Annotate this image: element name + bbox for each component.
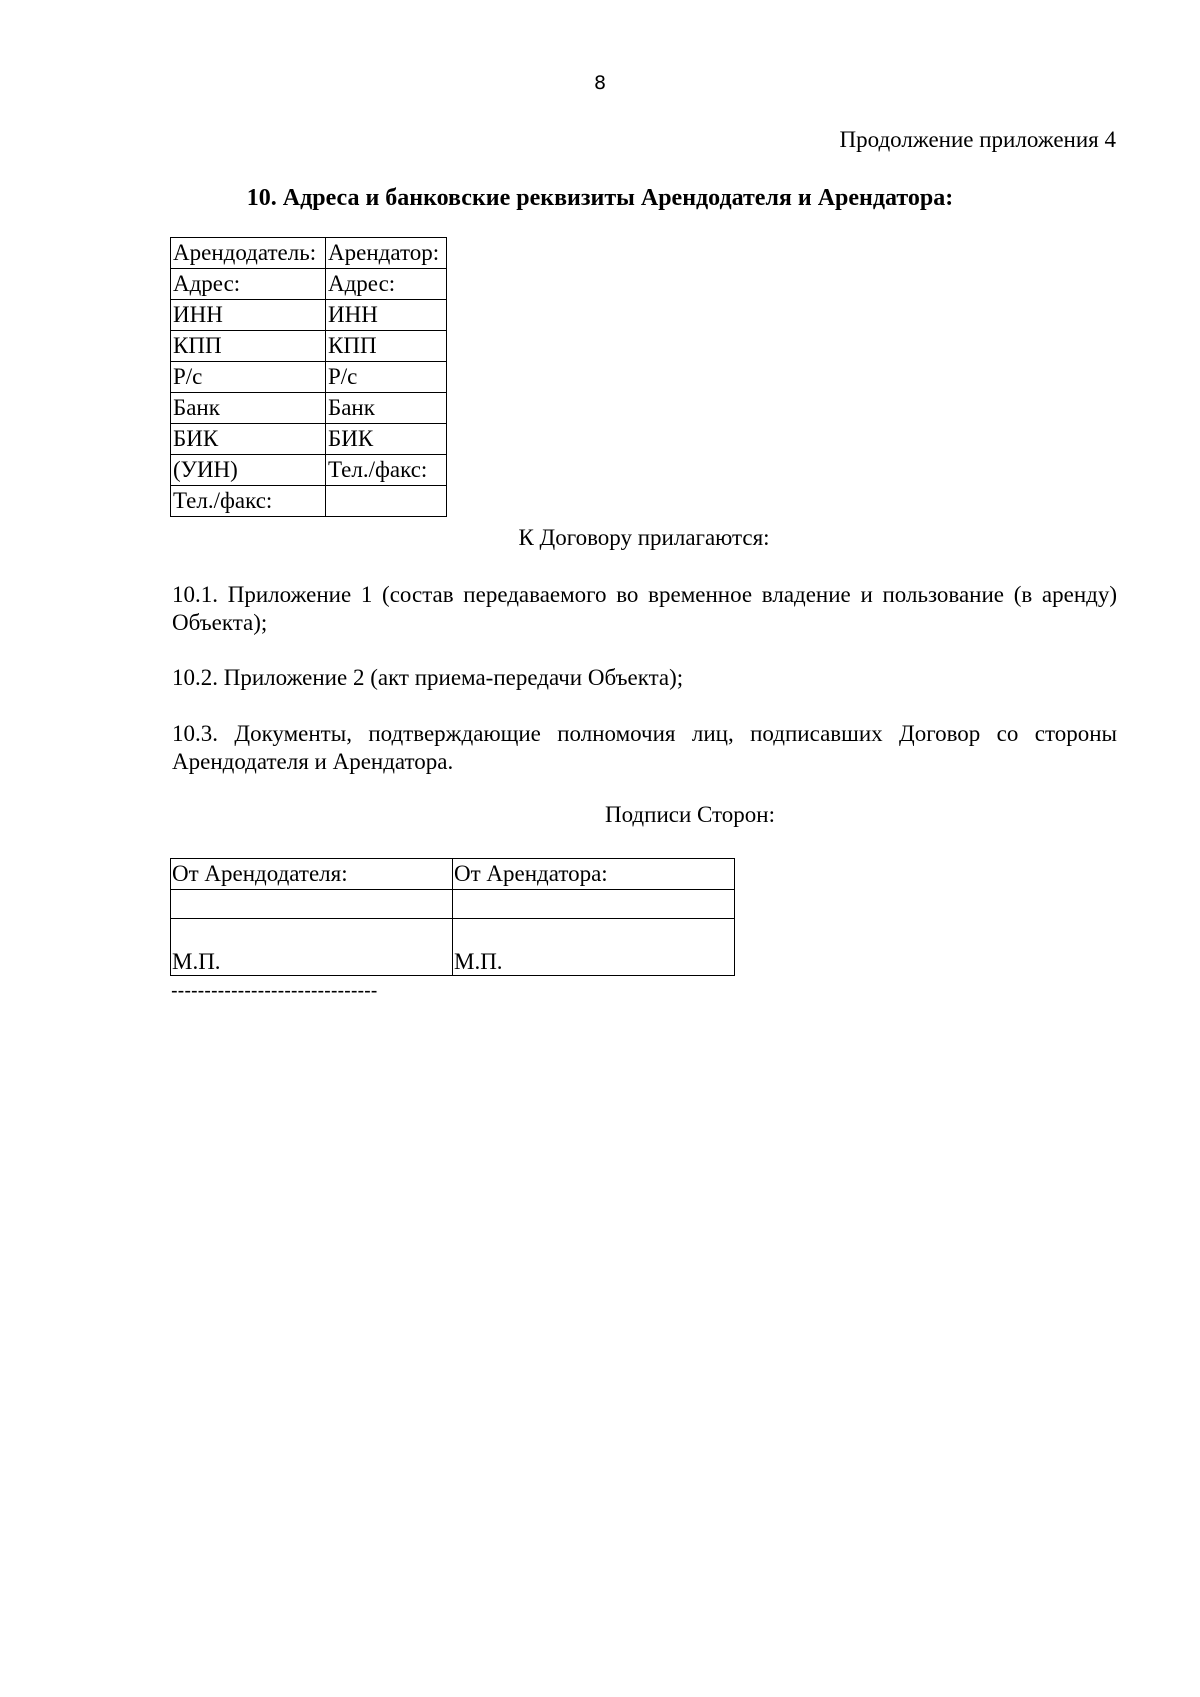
lessor-cell: (УИН): [171, 455, 326, 486]
lessor-signature-header: От Арендодателя:: [171, 859, 453, 890]
attachment-item: 10.1. Приложение 1 (состав передаваемого во временное владение и пользование (в аренду) Объекта);: [172, 582, 1117, 635]
lessor-cell: Адрес:: [171, 269, 326, 300]
lessee-stamp: М.П.: [453, 919, 735, 976]
table-row: [171, 424, 447, 455]
lessee-cell: Р/с: [326, 362, 447, 393]
table-row: [171, 919, 735, 976]
table-row: [171, 238, 447, 269]
requisites-table: [170, 237, 447, 517]
table-row: [171, 455, 447, 486]
lessor-cell: КПП: [171, 331, 326, 362]
table-row: [171, 859, 735, 890]
attachment-item: 10.3. Документы, подтверждающие полномочия лиц, подписавших Договор со стороны Арендодателя и Арендатора.: [172, 721, 1117, 774]
table-row: [171, 362, 447, 393]
lessor-cell: Банк: [171, 393, 326, 424]
table-row: [171, 393, 447, 424]
lessor-signature-blank: [171, 890, 453, 919]
lessee-cell: БИК: [326, 424, 447, 455]
lessor-stamp: М.П.: [171, 919, 453, 976]
page-number: 8: [593, 72, 607, 94]
lessee-signature-blank: [453, 890, 735, 919]
lessee-cell: Адрес:: [326, 269, 447, 300]
lessor-cell: ИНН: [171, 300, 326, 331]
lessor-cell: БИК: [171, 424, 326, 455]
attached-heading: К Договору прилагаются:: [518, 525, 770, 550]
table-row: [171, 486, 447, 517]
lessee-cell: Банк: [326, 393, 447, 424]
attachment-item: 10.2. Приложение 2 (акт приема-передачи Объекта);: [172, 665, 684, 690]
lessee-cell: Тел./факс:: [326, 455, 447, 486]
lessee-cell: КПП: [326, 331, 447, 362]
table-row: [171, 331, 447, 362]
table-row: [171, 300, 447, 331]
continuation-label: Продолжение приложения 4: [839, 127, 1116, 152]
table-row: [171, 269, 447, 300]
table-row: [171, 890, 735, 919]
lessor-cell: Р/с: [171, 362, 326, 393]
lessee-cell: Арендатор:: [326, 238, 447, 269]
signatures-heading: Подписи Сторон:: [604, 802, 776, 827]
lessor-cell: Тел./факс:: [171, 486, 326, 517]
lessee-cell: [326, 486, 447, 517]
closing-rule: -------------------------------: [171, 980, 378, 1002]
section-title: 10. Адреса и банковские реквизиты Арендодателя и Арендатора:: [246, 185, 954, 211]
lessor-cell: Арендодатель:: [171, 238, 326, 269]
lessee-cell: ИНН: [326, 300, 447, 331]
lessee-signature-header: От Арендатора:: [453, 859, 735, 890]
signatures-table: [170, 858, 735, 976]
